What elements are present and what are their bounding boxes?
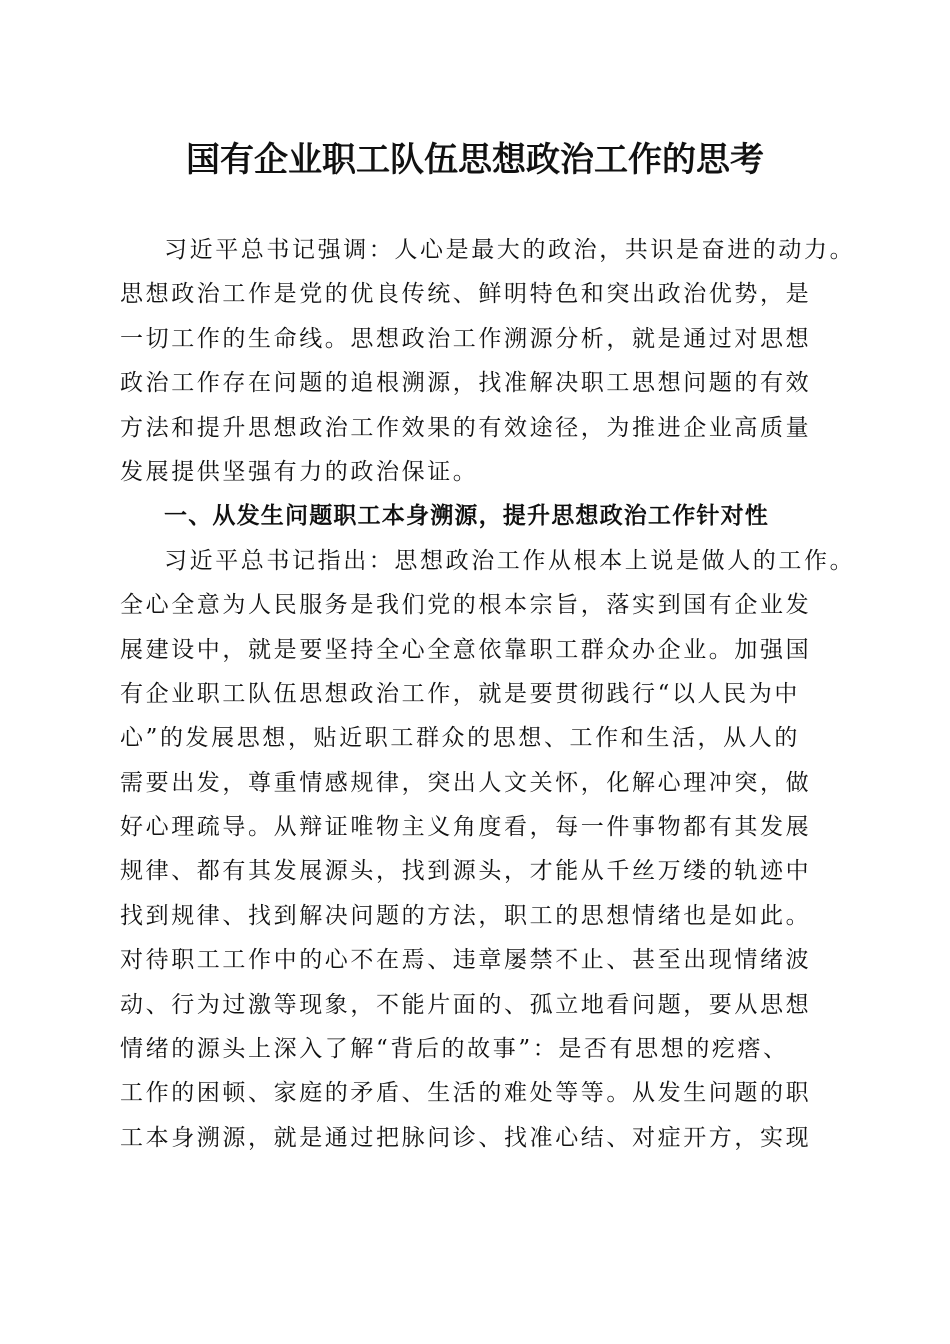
document-body xyxy=(120,228,856,1160)
text-line: 习近平总书记强调：人心是最大的政治，共识是奋进的动力。 xyxy=(164,237,856,263)
section-paragraph xyxy=(120,539,856,1160)
text-line: 一切工作的生命线。思想政治工作溯源分析，就是通过对思想 xyxy=(120,325,812,352)
text-line: 工作的困顿、家庭的矛盾、生活的难处等等。从发生问题的职 xyxy=(120,1080,812,1107)
text-line: 心”的发展思想，贴近职工群众的思想、工作和生活，从人的 xyxy=(120,725,800,752)
text-line: 全心全意为人民服务是我们党的根本宗旨，落实到国有企业发 xyxy=(120,592,812,619)
text-line: 好心理疏导。从辩证唯物主义角度看，每一件事物都有其发展 xyxy=(120,814,812,841)
text-line: 方法和提升思想政治工作效果的有效途径，为推进企业高质量 xyxy=(120,414,812,441)
text-line: 发展提供坚强有力的政治保证。 xyxy=(120,458,479,485)
document-title: 国有企业职工队伍思想政治工作的思考 xyxy=(186,140,764,180)
text-line: 思想政治工作是党的优良传统、鲜明特色和突出政治优势，是 xyxy=(120,281,812,308)
text-line: 动、行为过激等现象，不能片面的、孤立地看问题，要从思想 xyxy=(120,991,812,1018)
text-line: 工本身溯源，就是通过把脉问诊、找准心结、对症开方，实现 xyxy=(120,1124,812,1151)
text-line: 需要出发，尊重情感规律，突出人文关怀，化解心理冲突，做 xyxy=(120,769,812,796)
intro-paragraph xyxy=(120,228,856,494)
text-line: 有企业职工队伍思想政治工作，就是要贯彻践行“以人民为中 xyxy=(120,680,800,707)
text-line: 对待职工工作中的心不在焉、违章屡禁不止、甚至出现情绪波 xyxy=(120,947,812,974)
text-line: 找到规律、找到解决问题的方法，职工的思想情绪也是如此。 xyxy=(120,902,812,929)
text-line: 习近平总书记指出：思想政治工作从根本上说是做人的工作。 xyxy=(164,547,856,574)
text-line: 情绪的源头上深入了解“背后的故事”：是否有思想的疙瘩、 xyxy=(120,1036,789,1063)
text-line: 政治工作存在问题的追根溯源，找准解决职工思想问题的有效 xyxy=(120,370,812,397)
text-line: 展建设中，就是要坚持全心全意依靠职工群众办企业。加强国 xyxy=(120,636,812,663)
section-heading: 一、从发生问题职工本身溯源，提升思想政治工作针对性 xyxy=(164,503,769,530)
text-line: 规律、都有其发展源头，找到源头，才能从千丝万缕的轨迹中 xyxy=(120,858,812,885)
